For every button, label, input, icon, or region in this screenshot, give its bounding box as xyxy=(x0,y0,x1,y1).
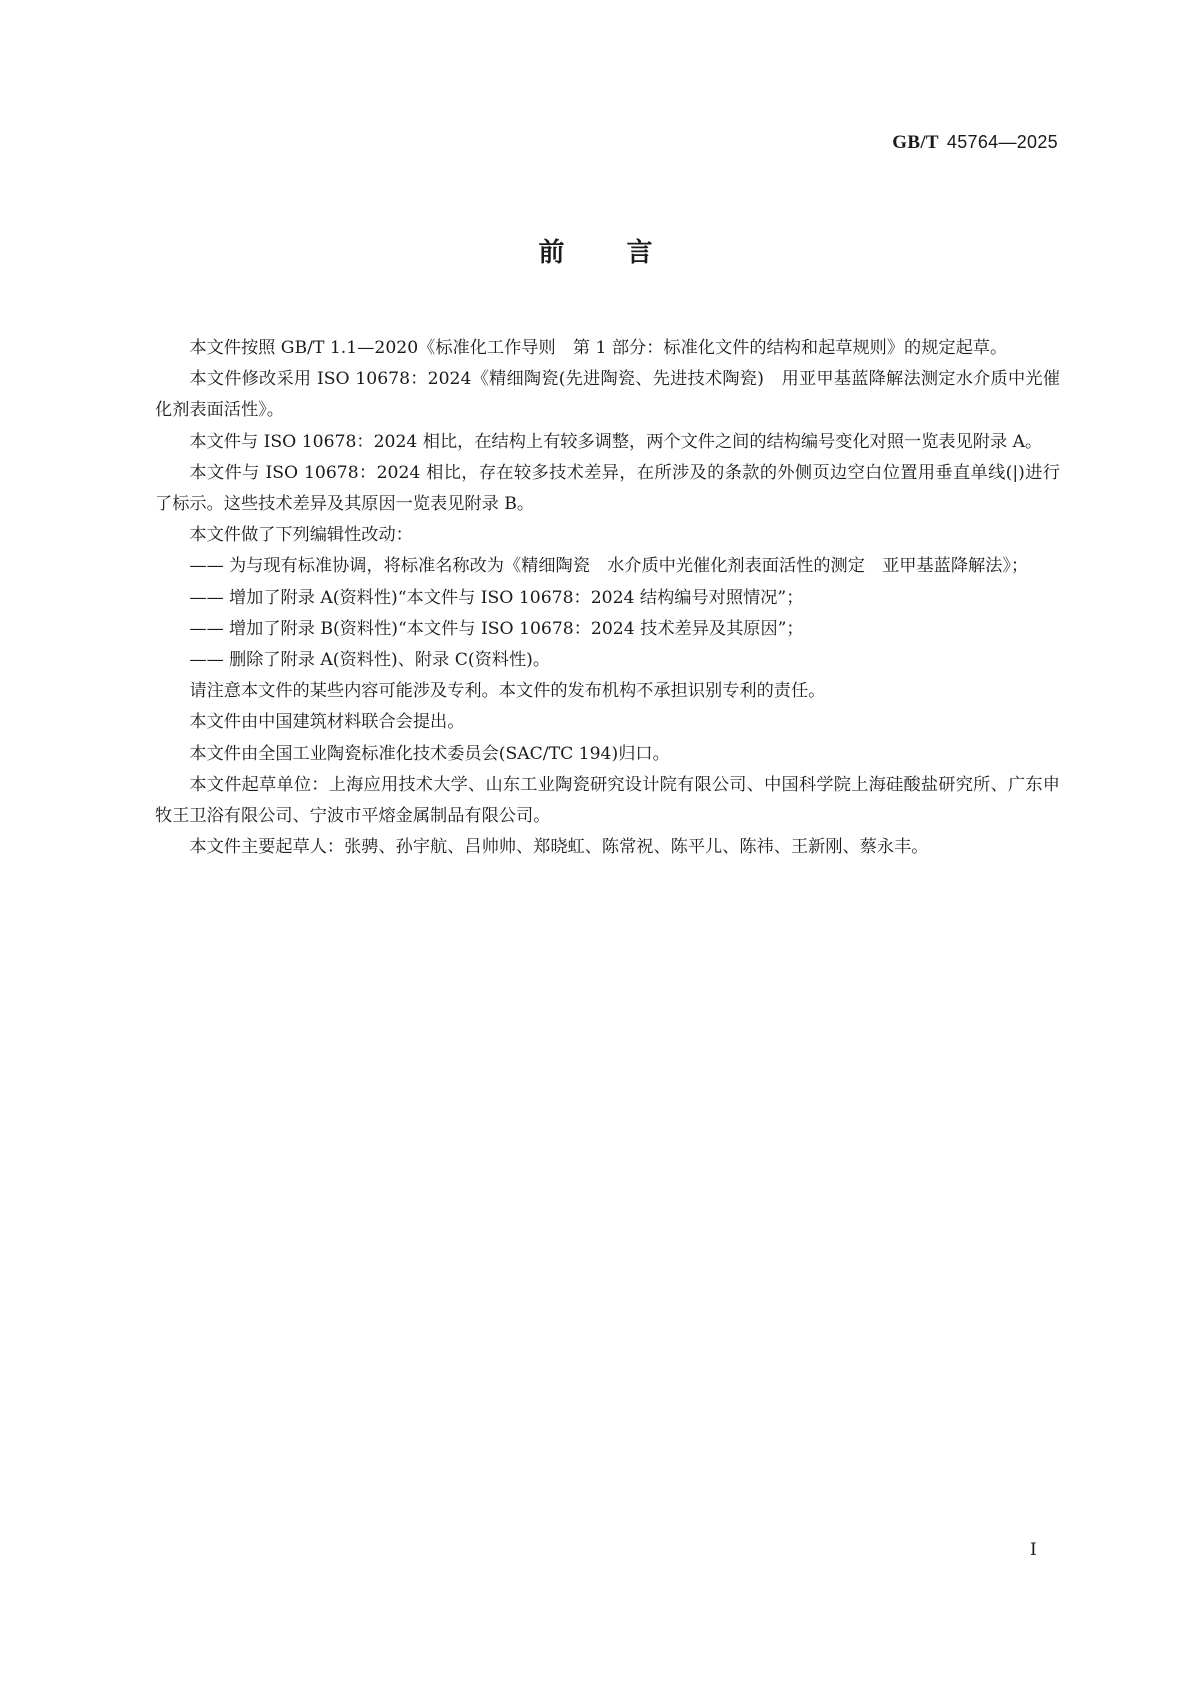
title-char-2: 言 xyxy=(626,238,653,268)
standard-prefix: GB/T xyxy=(892,132,939,153)
paragraph-editorial-changes-intro: 本文件做了下列编辑性改动： xyxy=(189,525,413,546)
dash-marker: —— xyxy=(189,587,224,608)
list-item xyxy=(155,645,1060,676)
paragraph-drafters: 本文件主要起草人：张骋、孙宇航、吕帅帅、郑晓虹、陈常祝、陈平儿、陈祎、王新刚、蔡永丰。 xyxy=(189,837,929,858)
dash-marker: —— xyxy=(189,650,224,671)
paragraph-patent-notice: 请注意本文件的某些内容可能涉及专利。本文件的发布机构不承担识别专利的责任。 xyxy=(189,681,826,702)
paragraph-adoption: 本文件修改采用 ISO 10678：2024《精细陶瓷(先进陶瓷、先进技术陶瓷) 用亚甲基蓝降解法测定水介质中光催化剂表面活性》。 xyxy=(155,369,1060,421)
foreword-body xyxy=(155,333,1060,863)
dash-marker: —— xyxy=(189,618,224,639)
paragraph-drafting-units: 本文件起草单位：上海应用技术大学、山东工业陶瓷研究设计院有限公司、中国科学院上海硅酸盐研究所、广东申牧王卫浴有限公司、宁波市平熔金属制品有限公司。 xyxy=(155,774,1060,827)
paragraph-proposer: 本文件由中国建筑材料联合会提出。 xyxy=(189,712,465,733)
list-item-text: 增加了附录 A(资料性)“本文件与 ISO 10678：2024 结构编号对照情况”； xyxy=(228,587,804,608)
list-item-text: 增加了附录 B(资料性)“本文件与 ISO 10678：2024 技术差异及其原因”； xyxy=(228,618,804,639)
standard-number: 45764—2025 xyxy=(946,132,1058,152)
list-item xyxy=(155,614,1060,645)
list-item xyxy=(155,583,1060,614)
paragraph-structure-changes: 本文件与 ISO 10678：2024 相比，在结构上有较多调整，两个文件之间的结构编号变化对照一览表见附录 A。 xyxy=(189,431,1043,452)
dash-marker: —— xyxy=(189,556,224,577)
list-item xyxy=(155,551,1060,582)
page-number: I xyxy=(1030,1540,1037,1560)
list-item-text: 删除了附录 A(资料性)、附录 C(资料性)。 xyxy=(228,650,551,671)
paragraph-committee: 本文件由全国工业陶瓷标准化技术委员会(SAC/TC 194)归口。 xyxy=(189,743,670,764)
list-item-text: 为与现有标准协调，将标准名称改为《精细陶瓷 水介质中光催化剂表面活性的测定 亚甲基蓝降解法》； xyxy=(228,556,1029,577)
paragraph-technical-differences: 本文件与 ISO 10678：2024 相比，存在较多技术差异，在所涉及的条款的外侧页边空白位置用垂直单线(|)进行了标示。这些技术差异及其原因一览表见附录 B。 xyxy=(155,462,1060,515)
standard-code xyxy=(892,132,1058,154)
page-title xyxy=(0,232,1191,269)
title-char-1: 前 xyxy=(538,238,565,268)
paragraph-drafting-rules: 本文件按照 GB/T 1.1—2020《标准化工作导则 第 1 部分：标准化文件的结构和起草规则》的规定起草。 xyxy=(189,338,1008,358)
